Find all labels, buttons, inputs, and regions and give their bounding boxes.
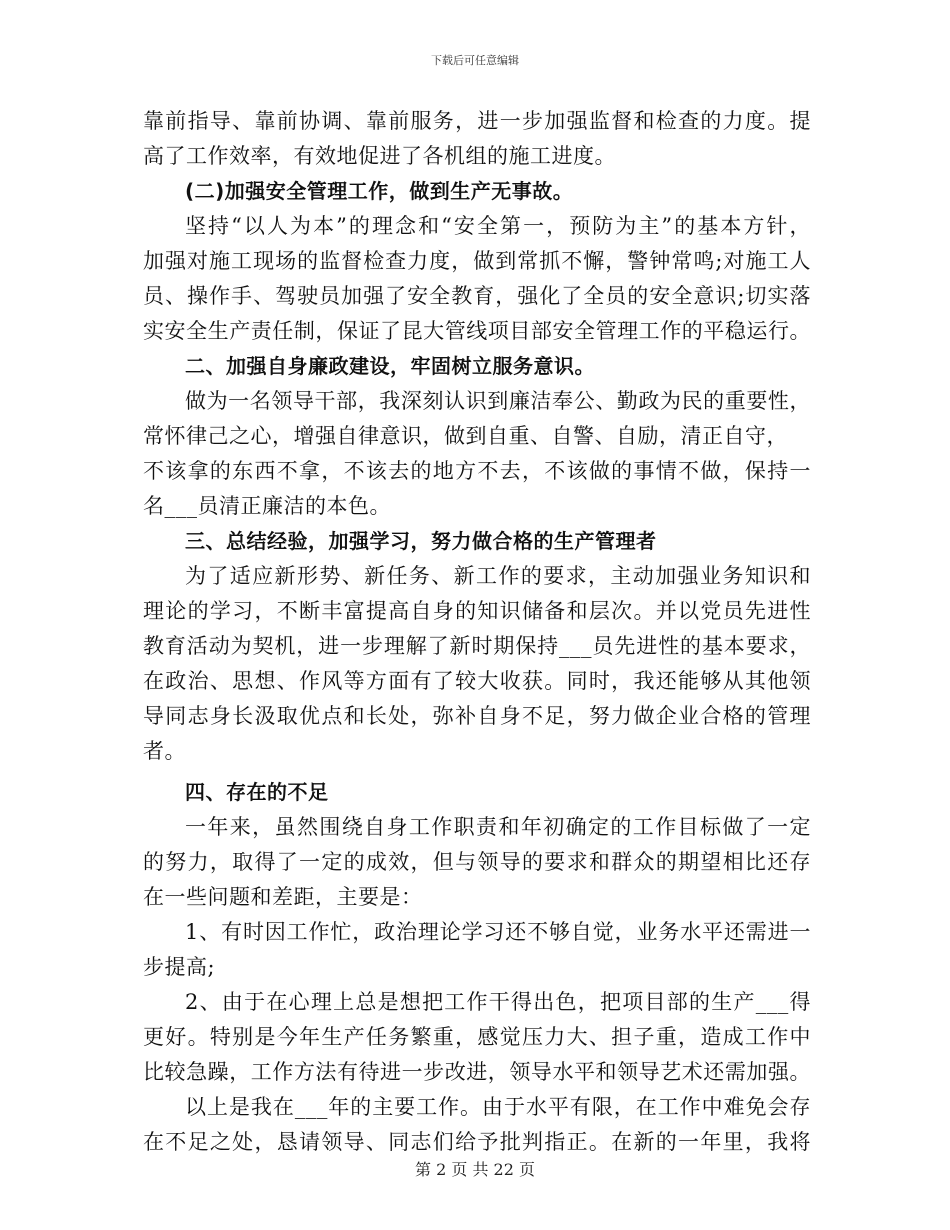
page-header: 下载后可任意编辑 xyxy=(431,54,519,67)
body-line: 导同志身长汲取优点和长处，弥补自身不足，努力做企业合格的管理 xyxy=(143,704,811,728)
body-line: 者。 xyxy=(143,739,186,763)
body-line: 名___员清正廉洁的本色。 xyxy=(143,494,391,518)
body-line: 不该拿的东西不拿，不该去的地方不去，不该做的事情不做，保持一 xyxy=(143,459,811,483)
body-line: 比较急躁，工作方法有待进一步改进，领导水平和领导艺术还需加强。 xyxy=(143,1060,811,1084)
body-line: 教育活动为契机，进一步理解了新时期保持___员先进性的基本要求， xyxy=(143,634,811,658)
body-line: 一年来，虽然围绕自身工作职责和年初确定的工作目标做了一定 xyxy=(185,815,811,839)
body-line: 高了工作效率，有效地促进了各机组的施工进度。 xyxy=(143,144,616,168)
page-footer: 第 2 页 共 22 页 xyxy=(415,1160,535,1179)
body-line: 在一些问题和差距，主要是： xyxy=(143,885,423,909)
body-line: 1、有时因工作忙，政治理论学习还不够自觉，业务水平还需进一 xyxy=(185,920,811,944)
body-line: 加强对施工现场的监督检查力度，做到常抓不懈，警钟常鸣;对施工人 xyxy=(143,249,811,273)
body-line: 员、操作手、驾驶员加强了安全教育，强化了全员的安全意识;切实落 xyxy=(143,284,811,308)
document-body xyxy=(143,104,811,1160)
section-heading: 四、存在的不足 xyxy=(185,780,329,804)
section-heading: 二、加强自身廉政建设，牢固树立服务意识。 xyxy=(185,354,595,378)
body-line: 理论的学习，不断丰富提高自身的知识储备和层次。并以党员先进性 xyxy=(143,599,811,623)
body-line: 更好。特别是今年生产任务繁重，感觉压力大、担子重，造成工作中 xyxy=(143,1025,811,1049)
section-heading: 三、总结经验，加强学习，努力做合格的生产管理者 xyxy=(185,529,657,553)
body-line: 做为一名领导干部，我深刻认识到廉洁奉公、勤政为民的重要性， xyxy=(185,389,811,413)
body-line: 步提高; xyxy=(143,955,216,979)
body-line: 实安全生产责任制，保证了昆大管线项目部安全管理工作的平稳运行。 xyxy=(143,319,811,343)
body-line: 2、由于在心理上总是想把工作干得出色，把项目部的生产___得 xyxy=(185,990,811,1014)
body-line: 在政治、思想、作风等方面有了较大收获。同时，我还能够从其他领 xyxy=(143,669,811,693)
body-line: 坚持“以人为本”的理念和“安全第一，预防为主”的基本方针， xyxy=(185,214,811,238)
body-line: 靠前指导、靠前协调、靠前服务，进一步加强监督和检查的力度。提 xyxy=(143,109,811,133)
body-line: 以上是我在___年的主要工作。由于水平有限，在工作中难免会存 xyxy=(185,1095,811,1119)
body-line: 为了适应新形势、新任务、新工作的要求，主动加强业务知识和 xyxy=(185,564,811,588)
body-line: 的努力，取得了一定的成效，但与领导的要求和群众的期望相比还存 xyxy=(143,850,811,874)
section-heading: (二)加强安全管理工作，做到生产无事故。 xyxy=(185,179,574,203)
body-line: 常怀律己之心，增强自律意识，做到自重、自警、自励，清正自守， xyxy=(143,424,788,448)
body-line: 在不足之处，恳请领导、同志们给予批判指正。在新的一年里，我将 xyxy=(143,1130,811,1154)
